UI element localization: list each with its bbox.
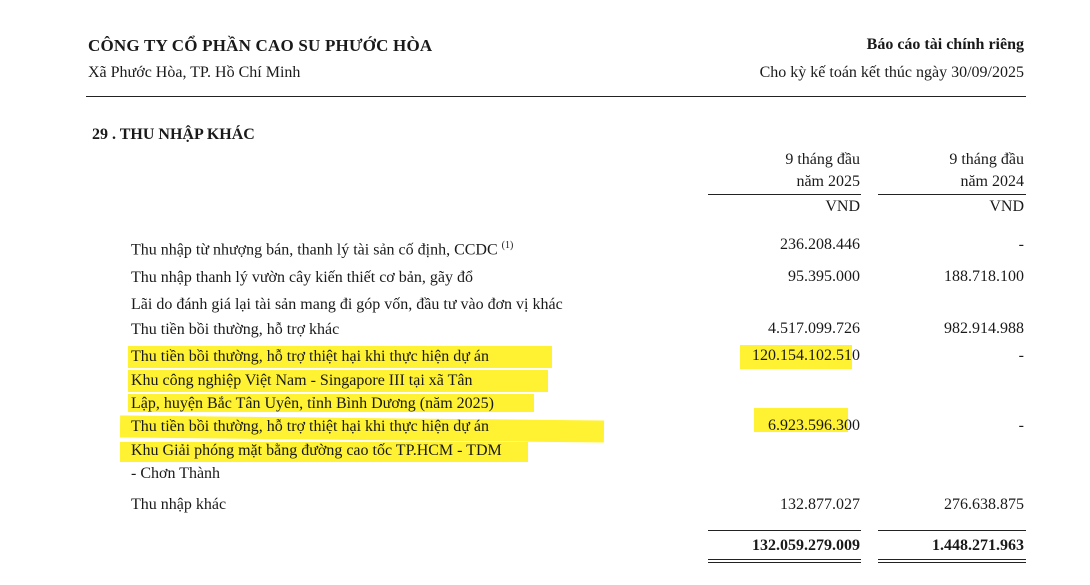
col-2024-heading-line1: 9 tháng đầu [949,151,1024,168]
total-double-rule-2024 [878,562,1026,563]
row-value-2024: - [1018,417,1024,434]
row-label-asset-disposal [131,234,513,262]
row-value-2025: 6.923.596.300 [768,417,860,434]
row-value-2024: 982.914.988 [944,320,1024,337]
total-double-rule-2025 [708,559,861,560]
section-title: 29 . THU NHẬP KHÁC [92,126,255,143]
row-label-other-income: Thu nhập khác [131,496,227,513]
row-value-2025: 132.877.027 [780,496,860,513]
total-value-2024: 1.448.271.963 [932,537,1024,554]
col-2025-heading-line1: 9 tháng đầu [785,151,860,168]
row-value-2024: 188.718.100 [944,268,1024,285]
total-double-rule-2024 [878,559,1026,560]
total-double-rule-2025 [708,562,861,563]
row-label-vsip3-compensation-line1: Thu tiền bồi thường, hỗ trợ thiệt hại khi thực hiện dự án [131,348,489,365]
row-label-orchard-liquidation: Thu nhập thanh lý vườn cây kiến thiết cơ bản, gãy đổ [131,269,473,286]
row-label-revaluation-gain: Lãi do đánh giá lại tài sản mang đi góp vốn, đầu tư vào đơn vị khác [131,296,563,313]
row-label-vsip3-compensation-line3: Lập, huyện Bắc Tân Uyên, tỉnh Bình Dương (năm 2025) [131,395,494,412]
col-2024-heading-rule [878,194,1026,195]
header-divider [86,96,1026,97]
col-2025-unit: VND [825,198,860,215]
company-name: CÔNG TY CỔ PHẦN CAO SU PHƯỚC HÒA [88,36,433,55]
row-label-highway-compensation-line3: - Chơn Thành [131,465,221,482]
col-2025-heading-line2: năm 2025 [796,173,860,190]
row-value-2024: 276.638.875 [944,496,1024,513]
row-label-vsip3-compensation-line2: Khu công nghiệp Việt Nam - Singapore III tại xã Tân [131,372,473,389]
footnote-ref: (1) [501,240,514,251]
company-address: Xã Phước Hòa, TP. Hồ Chí Minh [88,64,301,81]
col-2025-heading-rule [708,194,861,195]
report-period: Cho kỳ kế toán kết thúc ngày 30/09/2025 [759,64,1024,81]
col-2024-unit: VND [989,198,1024,215]
row-label-highway-compensation-line2: Khu Giải phóng mặt bằng đường cao tốc TP.HCM - TDM [131,442,502,459]
col-2024-heading-line2: năm 2024 [960,173,1024,190]
row-value-2025: 95.395.000 [788,268,860,285]
row-label-highway-compensation-line1: Thu tiền bồi thường, hỗ trợ thiệt hại khi thực hiện dự án [131,418,489,435]
total-rule-2025 [708,530,861,531]
row-label-text: Thu nhập từ nhượng bán, thanh lý tài sản cố định, CCDC [131,241,498,259]
total-value-2025: 132.059.279.009 [752,537,860,554]
row-label-other-compensation: Thu tiền bồi thường, hỗ trợ khác [131,321,340,338]
row-value-2025: 120.154.102.510 [752,347,860,364]
row-value-2025: 236.208.446 [780,236,860,253]
total-rule-2024 [878,530,1026,531]
report-title: Báo cáo tài chính riêng [866,36,1024,53]
row-value-2025: 4.517.099.726 [768,320,860,337]
row-value-2024: - [1018,347,1024,364]
row-value-2024: - [1018,236,1024,253]
